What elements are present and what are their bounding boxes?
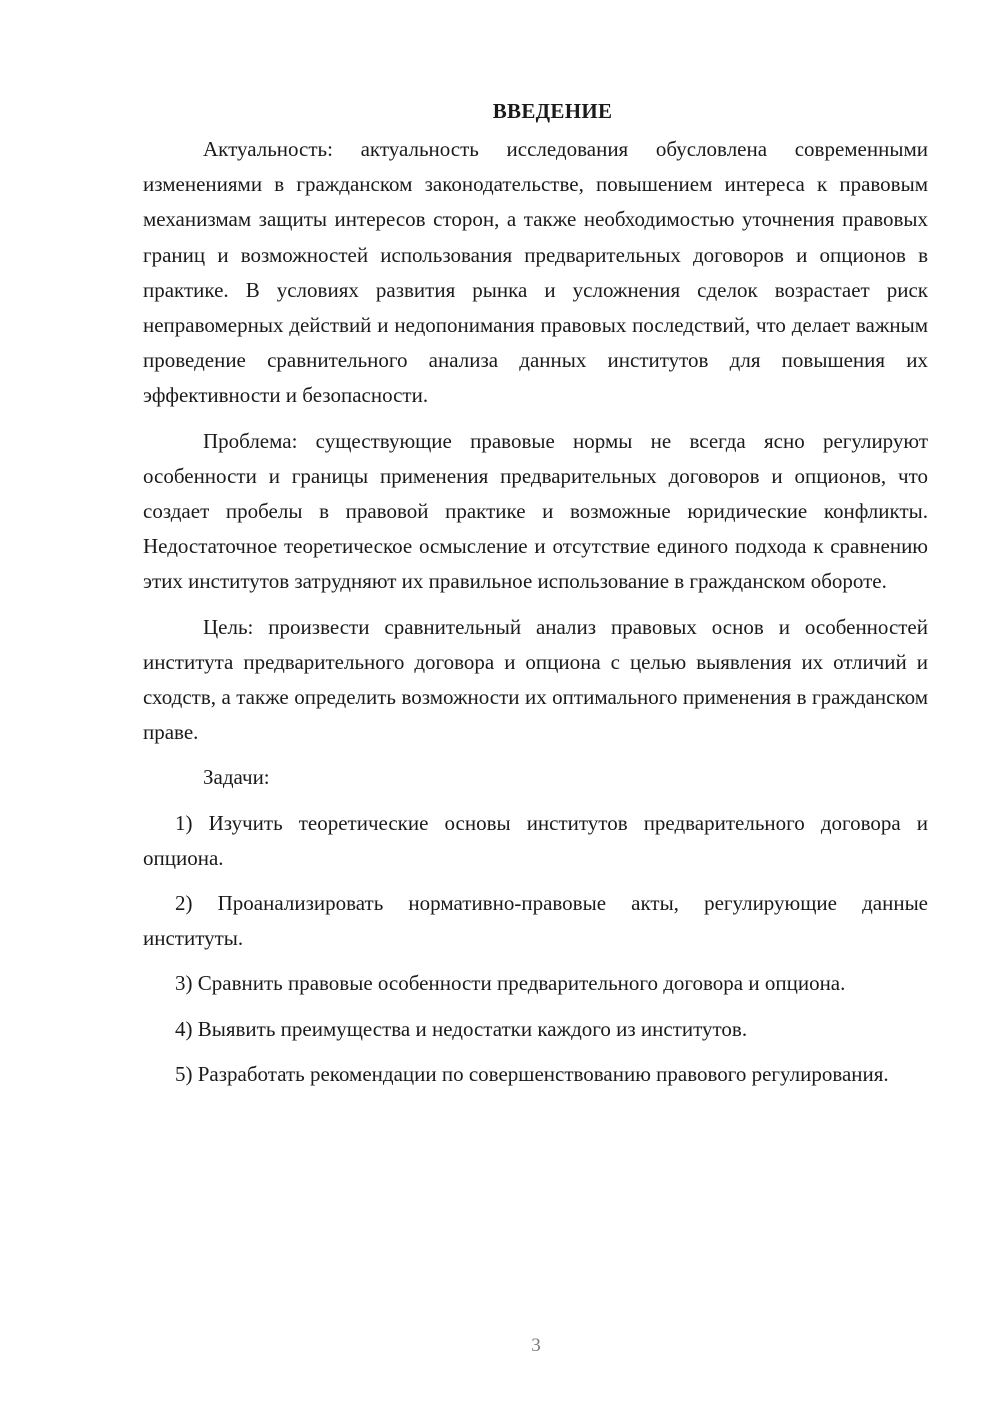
page-content bbox=[143, 96, 928, 1102]
task-item-3: 3) Сравнить правовые особенности предварительного договора и опциона. bbox=[175, 971, 846, 996]
tasks-label: Задачи: bbox=[203, 765, 270, 790]
task-item-4: 4) Выявить преимущества и недостатки каждого из институтов. bbox=[175, 1016, 748, 1041]
page-number: 3 bbox=[531, 1335, 541, 1356]
paragraph-goal: Цель: произвести сравнительный анализ правовых основ и особенностей института предварительного договора и опциона с целью выявления их отличий и сходств, а также определить возможности их оптимального применения в гражданском праве. bbox=[143, 614, 928, 745]
task-item-5: 5) Разработать рекомендации по совершенствованию правового регулирования. bbox=[175, 1061, 889, 1086]
section-heading: ВВЕДЕНИЕ bbox=[492, 99, 613, 123]
task-item-2: 2) Проанализировать нормативно-правовые акты, регулирующие данные институты. bbox=[143, 891, 928, 951]
task-item-1: 1) Изучить теоретические основы институтов предварительного договора и опциона. bbox=[143, 810, 928, 870]
paragraph-relevance: Актуальность: актуальность исследования обусловлена современными изменениями в гражданском законодательстве, повышением интереса к правовым механизмам защиты интересов сторон, а также необходимостью уточнения правовых границ и возможностей использования предварительных договоров и опционов в практике. В условиях развития рынка и усложнения сделок возрастает риск неправомерных действий и недопонимания правовых последствий, что делает важным проведение сравнительного анализа данных институтов для повышения их эффективности и безопасности. bbox=[143, 137, 928, 408]
paragraph-problem: Проблема: существующие правовые нормы не всегда ясно регулируют особенности и границы применения предварительных договоров и опционов, что создает пробелы в правовой практике и возможные юридические конфликты. Недостаточное теоретическое осмысление и отсутствие единого подхода к сравнению этих институтов затрудняют их правильное использование в гражданском обороте. bbox=[143, 428, 928, 594]
